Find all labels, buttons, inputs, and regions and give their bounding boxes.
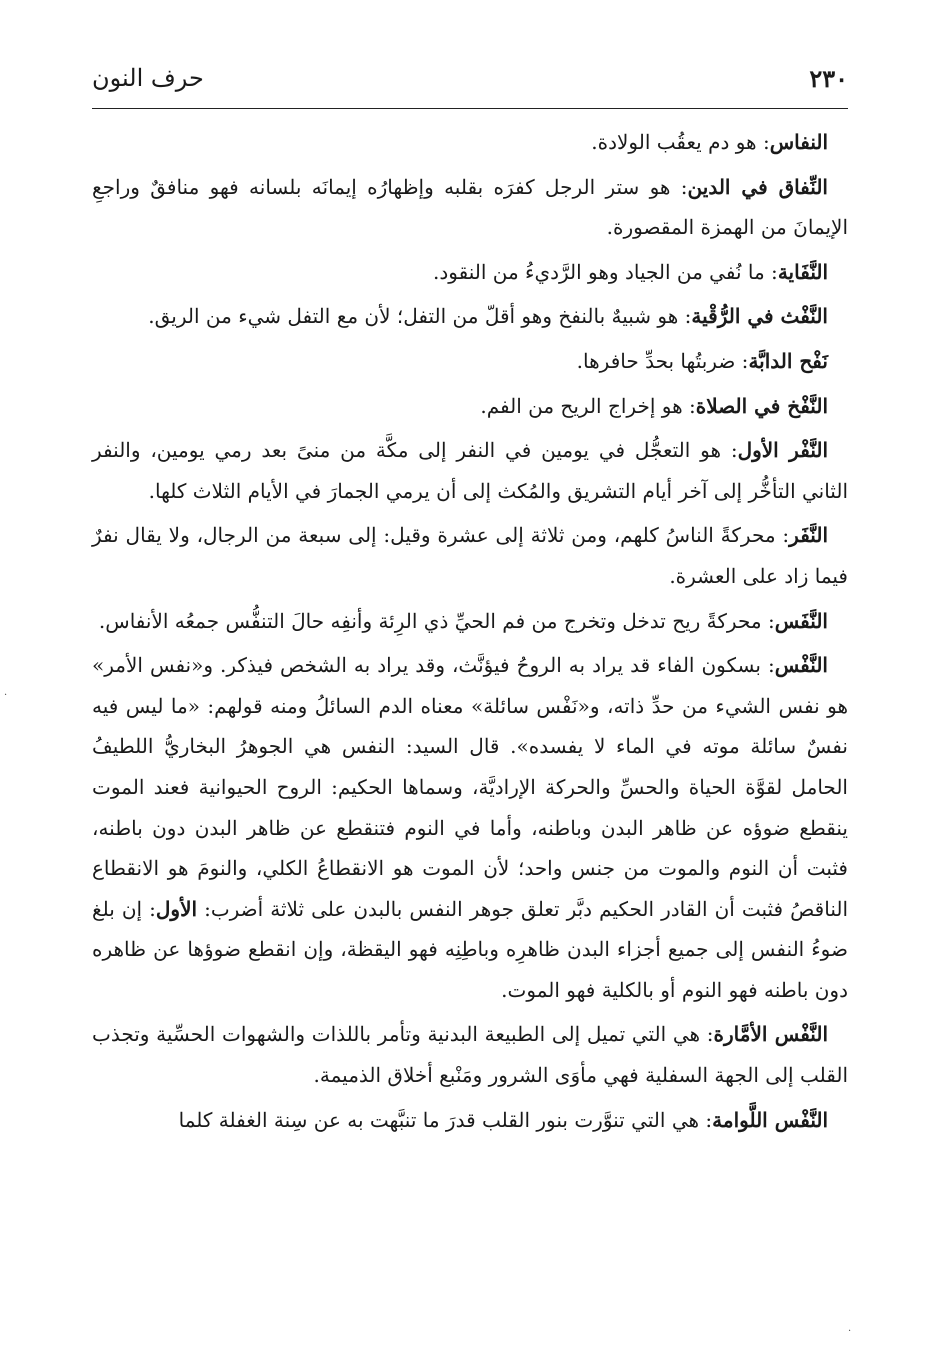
page-header	[92, 62, 848, 106]
entry-definition: : محركةً الناسُ كلهم، ومن ثلاثة إلى عشرة وقيل: إلى سبعة من الرجال، ولا يقال نفرٌ فيما زاد على العشرة.	[92, 523, 848, 588]
entry-term: النَّفْث في الرُّقْية	[691, 304, 828, 329]
entry	[92, 601, 848, 642]
entry-term: النِّفاق في الدين	[687, 174, 828, 199]
entry	[92, 515, 848, 596]
entry-definition: : محركةً ريح تدخل وتخرج من فم الحيِّ ذي الرِئة وأنفِه حالَ التنفُّس جمعُه الأنفاس.	[98, 608, 775, 633]
entry	[92, 296, 848, 337]
entry-definition: : هو ستر الرجل كفرَه بقلبه وإظهارُه إيمانَه بلسانه فهو منافقٌ وراجعِ الإيمانَ من الهمزة المقصورة.	[92, 174, 848, 240]
entry-definition: : هو شبيهٌ بالنفخ وهو أقلّ من التفل؛ لأن مع التفل شيء من الريق.	[148, 304, 692, 329]
entry	[92, 341, 848, 382]
entry-term: النَّفْس	[774, 653, 828, 678]
entry-term: النَّفْس الأمَّارة	[713, 1022, 828, 1047]
entry-definition: : هي التي تنوَّرت بنور القلب قدرَ ما تنبَّهت به عن سِنة الغفلة كلما	[178, 1107, 713, 1132]
dictionary-entries	[92, 122, 848, 1144]
entry	[92, 122, 848, 163]
entry-term: النَّفْخ في الصلاة	[695, 393, 828, 418]
entry	[92, 1100, 848, 1141]
entry-term: النَّفْس اللَّوامة	[712, 1107, 828, 1132]
entry-definition: : هو التعجُّل في يومين في النفر إلى مكَّة من منىً بعد رمي يومين، والنفر الثاني التأخُّر إلى آخر أيام التشريق والمُكث إلى أن يرمي الجمارَ في الأيام الثلاث كلها.	[92, 438, 848, 503]
scan-speck: ·	[4, 690, 8, 701]
entry	[92, 252, 848, 293]
entry	[92, 386, 848, 427]
entry	[92, 1014, 848, 1095]
page-number: ٢٣٠	[809, 64, 848, 93]
entry-definition: : هو إخراج الريح من الفم.	[480, 393, 696, 418]
entry-term: النَّفْر الأول	[737, 438, 829, 463]
entry-definition: : هي التي تميل إلى الطبيعة البدنية وتأمر باللذات والشهوات الحسِّية وتجذب القلب إلى الجهة السفلية فهي مأوَى الشرور ومَنْبع أخلاق الذميمة.	[92, 1022, 848, 1088]
entry	[92, 645, 848, 1010]
entry-subterm: الأول	[155, 896, 198, 921]
entry-term: النفاس	[769, 130, 828, 154]
entry-definition: : هو دم يعقُب الولادة.	[591, 130, 770, 154]
entry-definition: : بسكون الفاء قد يراد به الروحُ فيؤنَّث، وقد يراد به الشخص فيذكر. و«نفس الأمر» هو نفس الشيء من حدِّ ذاته، و«نَفْس سائلة» معناه الدم السائلُ ومنه قولهم: «ما ليس فيه نفسٌ سائلة موته في الماء لا يفسده». قال السيد: النفس هي الجوهرُ البخاريُّ اللطيفُ الحامل لقوَّة الحياة والحسِّ والحركة الإراديَّة، وسماها الحكيم: الروح الحيوانية فعند الموت ينقطع ضوؤه عن ظاهر البدن وباطنه، وأما في النوم فتنقطع عن ظاهر البدن دون باطنه، فثبت أن النوم والموت من جنس واحد؛ لأن الموت هو الانقطاعُ الكلي، والنومَ هو الانقطاع الناقصُ فثبت أن القادر الحكيم دبَّر تعلق جوهر النفس بالبدن على ثلاثة أضرب:	[92, 653, 848, 921]
scan-speck: ·	[848, 1326, 852, 1337]
header-rule	[92, 108, 848, 109]
entry-definition: : ضربتُها بحدِّ حافرها.	[576, 348, 749, 373]
entry	[92, 167, 848, 248]
entry-definition-continued: : إن بلغ ضوءُ النفس إلى جميع أجزاء البدن ظاهرِه وباطِنِه فهو اليقظة، وإن انقطع ضوؤها عن ظاهره دون باطنه فهو النوم أو بالكلية فهو الموت.	[92, 896, 848, 1002]
entry-term: النَّفَس	[774, 608, 828, 633]
entry-term: النَّفَاية	[777, 259, 828, 284]
running-title: حرف النون	[92, 64, 204, 92]
entry-term: نَفْح الدابَّة	[748, 348, 828, 373]
entry	[92, 430, 848, 511]
entry-definition: : ما نُفي من الجياد وهو الرَّديءُ من النقود.	[432, 259, 778, 284]
entry-term: النَّفَر	[789, 523, 828, 548]
